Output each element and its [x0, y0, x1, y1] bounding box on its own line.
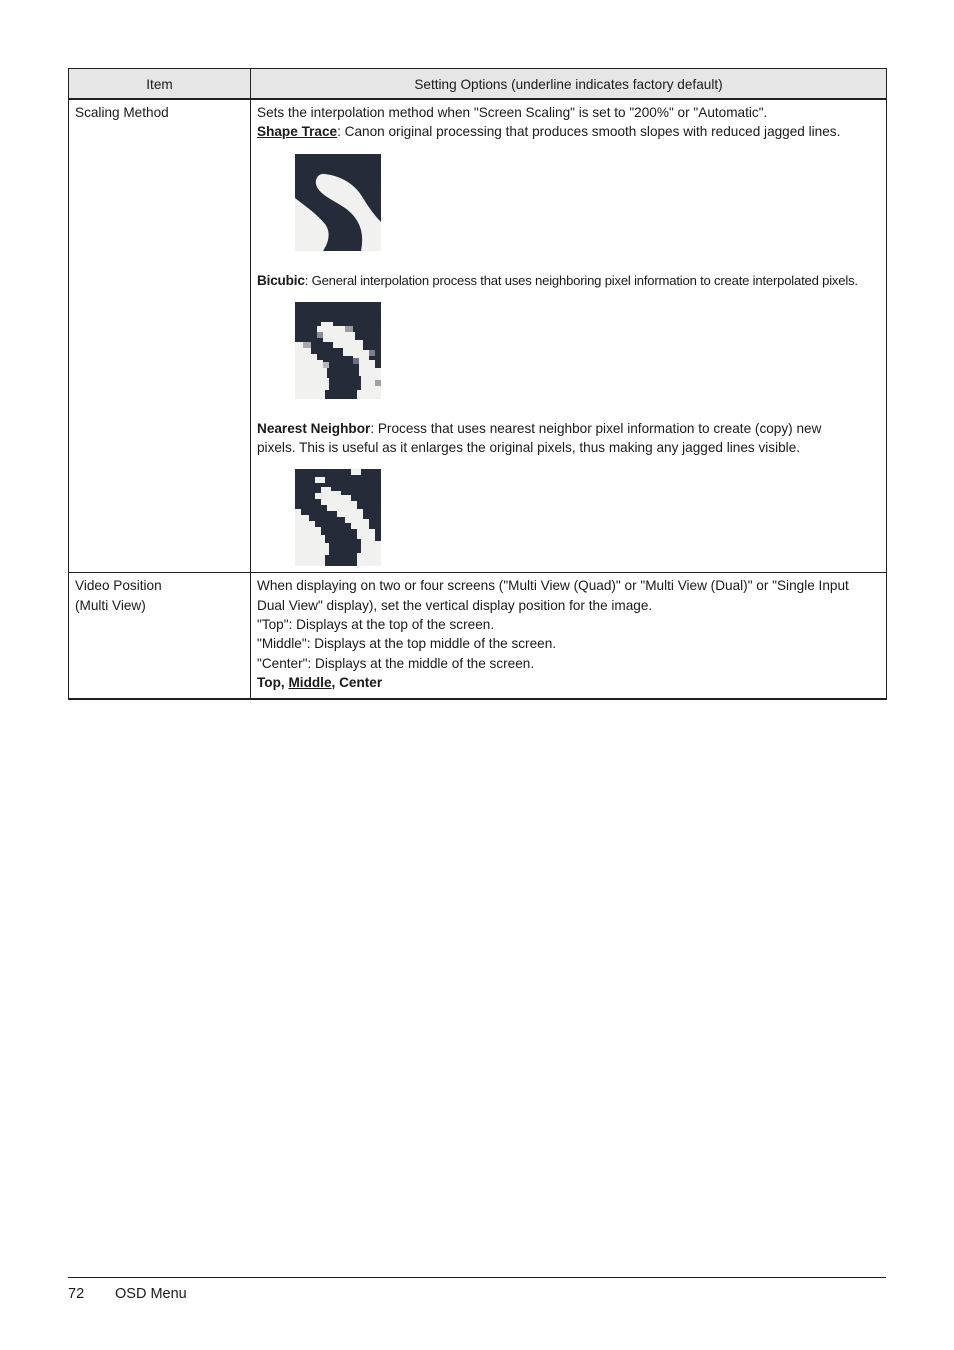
option-bicubic-name: Bicubic: [257, 272, 305, 288]
header-setting-options: Setting Options (underline indicates factory default): [251, 69, 887, 100]
video-position-top-desc: "Top": Displays at the top of the screen.: [257, 617, 495, 633]
choice-separator: ,: [331, 674, 340, 690]
video-position-choices: [257, 673, 880, 692]
page-number: 72: [68, 1286, 85, 1302]
option-shape-trace: [257, 122, 880, 141]
section-title: OSD Menu: [115, 1286, 187, 1302]
option-nearest-neighbor-name: Nearest Neighbor: [257, 420, 371, 436]
table-row-video-position: [69, 573, 887, 699]
choice-middle-default: Middle: [288, 674, 332, 690]
option-bicubic: [257, 271, 880, 290]
item-cell: [69, 99, 251, 573]
item-multi-view: (Multi View): [75, 597, 146, 613]
video-position-middle-desc: "Middle": Displays at the top middle of the screen.: [257, 636, 557, 652]
choice-separator: ,: [280, 674, 289, 690]
shape-trace-sample-image: [295, 154, 381, 251]
footer-rule: [68, 1277, 886, 1278]
video-position-center-desc: "Center": Displays at the middle of the screen.: [257, 655, 535, 671]
header-item: Item: [69, 69, 251, 100]
nearest-neighbor-sample-image: [295, 469, 381, 566]
options-cell: [251, 573, 887, 699]
scaling-intro: Sets the interpolation method when "Screen Scaling" is set to "200%" or "Automatic".: [257, 105, 768, 120]
video-position-line-1: When displaying on two or four screens ("Multi View (Quad)" or "Multi View (Dual)" or "Single Input: [257, 578, 849, 594]
page-footer: [68, 1286, 187, 1302]
option-shape-trace-desc: : Canon original processing that produces smooth slopes with reduced jagged lines.: [337, 124, 841, 140]
item-video-position: Video Position: [75, 578, 162, 594]
video-position-line-2: Dual View" display), set the vertical display position for the image.: [257, 597, 653, 613]
item-cell: [69, 573, 251, 699]
option-shape-trace-name: Shape Trace: [257, 124, 338, 140]
option-nearest-neighbor: [257, 419, 880, 438]
option-nearest-neighbor-desc-1: : Process that uses nearest neighbor pixel information to create (copy) new: [370, 420, 822, 436]
table-header-row: [69, 69, 887, 100]
settings-table: [68, 68, 887, 700]
choice-top: Top: [257, 674, 281, 690]
option-bicubic-desc: : General interpolation process that uses neighboring pixel information to create interpolated pixels.: [304, 272, 858, 288]
table-row-scaling-method: [69, 99, 887, 573]
item-scaling-method: Scaling Method: [75, 105, 169, 120]
options-cell: [251, 99, 887, 573]
choice-center: Center: [339, 674, 383, 690]
option-nearest-neighbor-desc-2: pixels. This is useful as it enlarges the original pixels, thus making any jagged lines visible.: [257, 440, 801, 456]
bicubic-sample-image: [295, 302, 381, 399]
